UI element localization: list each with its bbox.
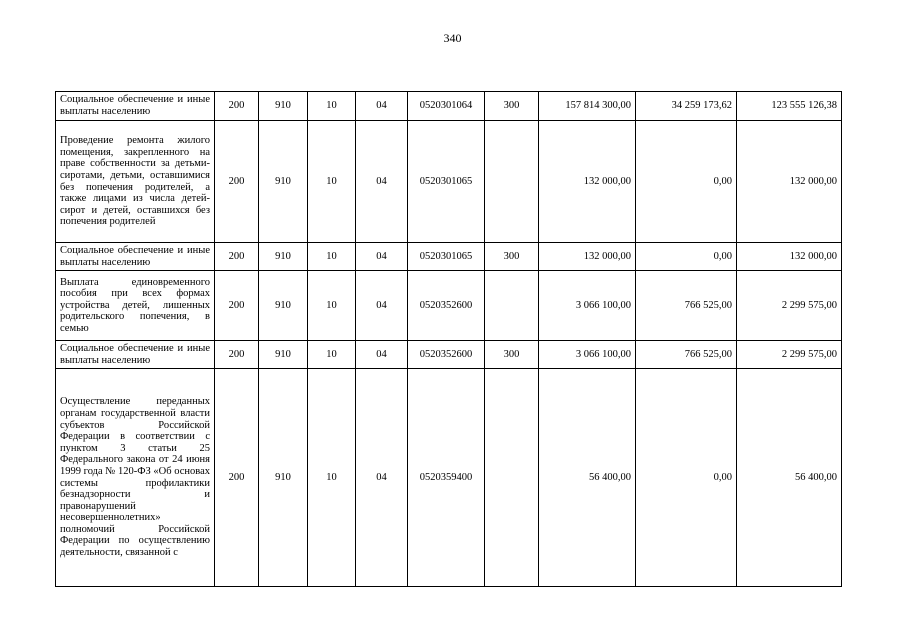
cell-code-1: 200 <box>215 271 259 341</box>
cell-value-2: 34 259 173,62 <box>636 92 737 121</box>
cell-code-2: 910 <box>259 243 308 271</box>
cell-value-1: 132 000,00 <box>539 243 636 271</box>
row-name: Осуществление переданных органам государственной власти субъектов Российской Федерации в соответствии с пунктом 3 статьи 25 Федерального закона от 24 июня 1999 года № 120-ФЗ «Об основах системы профилактики безнадзорности и правонарушений несовершеннолетних» полномочий Российской Федерации по осуществлению деятельности, связанной с <box>56 369 215 587</box>
cell-value-3: 56 400,00 <box>737 369 842 587</box>
cell-code-2: 910 <box>259 271 308 341</box>
budget-table <box>55 91 842 587</box>
cell-value-3: 132 000,00 <box>737 121 842 243</box>
cell-code-3: 10 <box>308 369 356 587</box>
cell-code-5: 0520352600 <box>408 271 485 341</box>
cell-code-4: 04 <box>356 369 408 587</box>
table-row <box>56 121 842 243</box>
cell-code-2: 910 <box>259 92 308 121</box>
cell-code-4: 04 <box>356 92 408 121</box>
cell-code-6 <box>485 369 539 587</box>
cell-value-2: 766 525,00 <box>636 341 737 369</box>
cell-value-3: 2 299 575,00 <box>737 271 842 341</box>
cell-code-6 <box>485 121 539 243</box>
cell-code-2: 910 <box>259 121 308 243</box>
cell-value-3: 2 299 575,00 <box>737 341 842 369</box>
cell-code-1: 200 <box>215 369 259 587</box>
cell-code-4: 04 <box>356 341 408 369</box>
cell-code-4: 04 <box>356 243 408 271</box>
cell-code-6: 300 <box>485 243 539 271</box>
cell-value-3: 123 555 126,38 <box>737 92 842 121</box>
cell-value-1: 56 400,00 <box>539 369 636 587</box>
cell-code-6: 300 <box>485 92 539 121</box>
cell-code-1: 200 <box>215 92 259 121</box>
cell-code-3: 10 <box>308 271 356 341</box>
cell-value-1: 157 814 300,00 <box>539 92 636 121</box>
cell-value-2: 0,00 <box>636 121 737 243</box>
cell-value-3: 132 000,00 <box>737 243 842 271</box>
cell-code-2: 910 <box>259 369 308 587</box>
cell-code-3: 10 <box>308 341 356 369</box>
table-row <box>56 92 842 121</box>
cell-code-5: 0520359400 <box>408 369 485 587</box>
cell-value-2: 0,00 <box>636 369 737 587</box>
page-number: 340 <box>443 31 462 45</box>
cell-value-1: 3 066 100,00 <box>539 341 636 369</box>
row-name: Социальное обеспечение и иные выплаты населению <box>56 92 215 121</box>
cell-value-1: 3 066 100,00 <box>539 271 636 341</box>
row-name: Выплата единовременного пособия при всех формах устройства детей, лишенных родительского попечения, в семью <box>56 271 215 341</box>
cell-code-6: 300 <box>485 341 539 369</box>
row-name: Социальное обеспечение и иные выплаты населению <box>56 243 215 271</box>
table-row <box>56 271 842 341</box>
cell-code-4: 04 <box>356 121 408 243</box>
cell-code-5: 0520352600 <box>408 341 485 369</box>
row-name: Социальное обеспечение и иные выплаты населению <box>56 341 215 369</box>
table-row <box>56 369 842 587</box>
cell-code-3: 10 <box>308 92 356 121</box>
cell-code-5: 0520301064 <box>408 92 485 121</box>
cell-code-5: 0520301065 <box>408 243 485 271</box>
cell-code-3: 10 <box>308 243 356 271</box>
table-row <box>56 341 842 369</box>
cell-value-2: 0,00 <box>636 243 737 271</box>
cell-code-1: 200 <box>215 121 259 243</box>
cell-code-1: 200 <box>215 243 259 271</box>
table-row <box>56 243 842 271</box>
cell-code-4: 04 <box>356 271 408 341</box>
cell-code-6 <box>485 271 539 341</box>
cell-code-5: 0520301065 <box>408 121 485 243</box>
cell-code-3: 10 <box>308 121 356 243</box>
row-name: Проведение ремонта жилого помещения, закрепленного на праве собственности за детьми-сиротами, детьми, оставшимися без попечения родителей, а также лицами из числа детей-сирот и детей, оставшихся без попечения родителей <box>56 121 215 243</box>
cell-value-1: 132 000,00 <box>539 121 636 243</box>
cell-code-2: 910 <box>259 341 308 369</box>
cell-value-2: 766 525,00 <box>636 271 737 341</box>
cell-code-1: 200 <box>215 341 259 369</box>
